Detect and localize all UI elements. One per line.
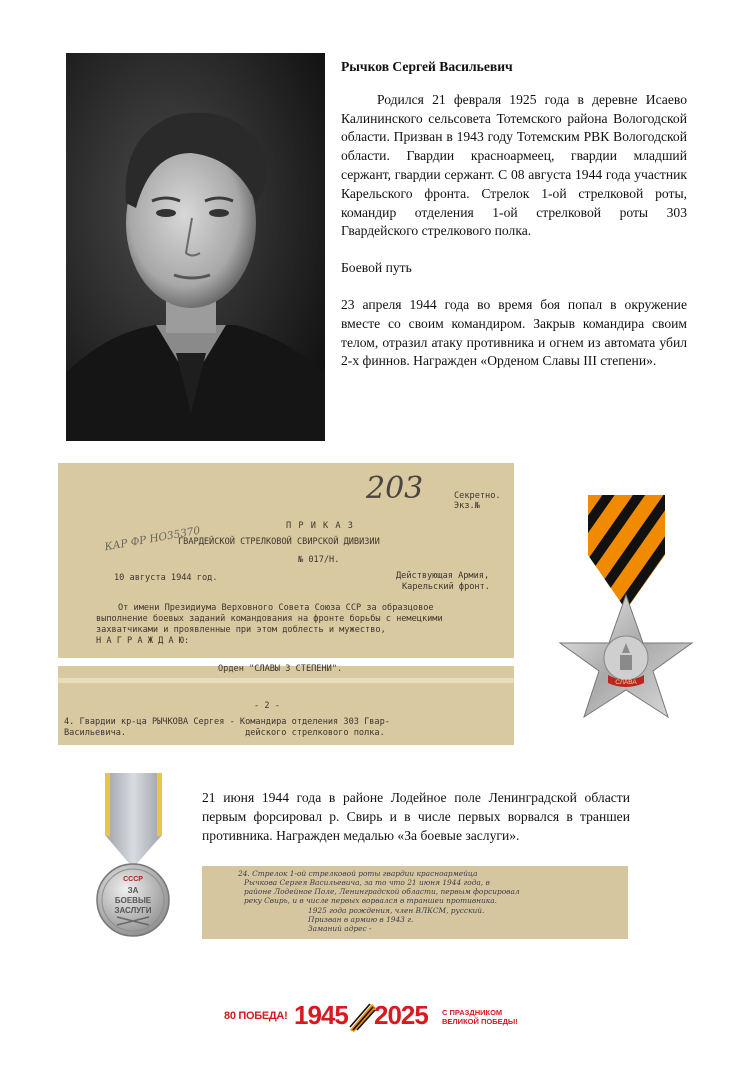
stamp-number: 203 (366, 471, 424, 506)
second-action-block (202, 789, 630, 845)
order-body-4: Н А Г Р А Ж Д А Ю: (96, 636, 190, 646)
classification: Секретно. Экз.№ (454, 491, 501, 511)
handwritten-line-7: Заманий адрес - (308, 924, 372, 933)
year-start: 1945 (294, 1000, 348, 1030)
handwritten-line-3: районе Лодейное Поле, Ленинградской области, первым форсировал (244, 887, 520, 896)
portrait-photo (66, 53, 325, 441)
merit-medal-line1: СССР (123, 876, 143, 883)
order-entry-1: 4. Гвардии кр-ца РЫЧКОВА Сергея - Командира отделения 303 Гвар- (64, 717, 390, 727)
greeting-line-1: С ПРАЗДНИКОМ (442, 1008, 503, 1017)
combat-paragraph: 23 апреля 1944 года во время боя попал в окружение вместе со своим командиром. Закрыв командира своим телом, отразил атаку противника и огнем из автомата убил 2-х финнов. Награжден «Орденом Славы III степени». (341, 296, 687, 369)
award-sheet-scan (202, 866, 628, 939)
year-end: 2025 (374, 1000, 428, 1030)
order-body-3: захватчиками и проявленные при этом доблесть и мужество, (96, 625, 386, 635)
order-place-2: Карельский фронт. (402, 582, 490, 592)
order-title: П Р И К А З (286, 521, 354, 531)
biography-paragraph: Родился 21 февраля 1925 года в деревне Исаево Калининского сельсовета Тотемского района Вологодской области. Призван в 1943 году Тотемским РВК Вологодской области. Гвардии красноармеец, гвардии младший сержант, гвардии сержант. С 08 августа 1944 года участник Карельского фронта. Стрелок 1-ой стрелковой роты, командир отделения 1-ой стрелковой роты 303 Гвардейского стрелкового полка. (341, 91, 687, 239)
order-of-glory-medal (558, 495, 695, 720)
st-george-ribbon-icon (348, 1002, 376, 1032)
handwritten-line-2: Рычкова Сергея Васильевича, за то что 21 июня 1944 года, в (244, 878, 490, 887)
order-entry-2: Васильевича. дейского стрелкового полка. (64, 728, 385, 738)
greeting-line-2: ВЕЛИКОЙ ПОБЕДЫ! (442, 1017, 518, 1026)
handwritten-line-6: Призван в армию в 1943 г. (308, 915, 414, 924)
battle-merit-medal (87, 773, 180, 938)
order-section: - 2 - (254, 701, 280, 711)
order-award: Орден "СЛАВЫ 3 СТЕПЕНИ". (218, 664, 343, 674)
handwritten-line-1: 24. Стрелок 1-ой стрелковой роты гвардии красноармейца (238, 869, 478, 878)
anniversary-label: 80 ПОБЕДА! (224, 1010, 288, 1022)
order-number: № 017/Н. (298, 555, 340, 565)
order-date: 10 августа 1944 год. (114, 573, 218, 583)
greeting (442, 1008, 532, 1026)
order-body-2: выполнение боевых заданий командования на фронте борьбы с немецкими (96, 614, 443, 624)
person-name: Рычков Сергей Васильевич (341, 59, 513, 74)
merit-medal-line2: ЗА (127, 886, 139, 895)
archive-mark: КАР ФР НО35370 (103, 524, 202, 554)
order-body-1: От имени Президиума Верховного Совета Союза ССР за образцовое (118, 603, 434, 613)
second-action-paragraph: 21 июня 1944 года в районе Лодейное поле Ленинградской области первым форсировал р. Свирь и в числе первых ворвался в траншеи противника. Награжден медалью «За боевые заслуги». (202, 790, 630, 843)
order-place-1: Действующая Армия, (396, 571, 490, 581)
handwritten-line-4: реку Свирь, и в числе первых ворвался в траншеи противника. (244, 896, 497, 905)
biography-block (341, 58, 687, 371)
glory-medal-label: СЛАВА (615, 679, 637, 686)
order-subtitle: ГВАРДЕЙСКОЙ СТРЕЛКОВОЙ СВИРСКОЙ ДИВИЗИИ (178, 537, 380, 547)
handwritten-line-5: 1925 года рождения, член ВЛКСМ, русский. (308, 906, 485, 915)
merit-medal-line3: БОЕВЫЕ (114, 896, 152, 905)
combat-path-heading: Боевой путь (341, 260, 412, 276)
merit-medal-line4: ЗАСЛУГИ (114, 906, 152, 915)
victory-anniversary-logo (224, 998, 524, 1040)
order-document-scan (58, 463, 514, 745)
